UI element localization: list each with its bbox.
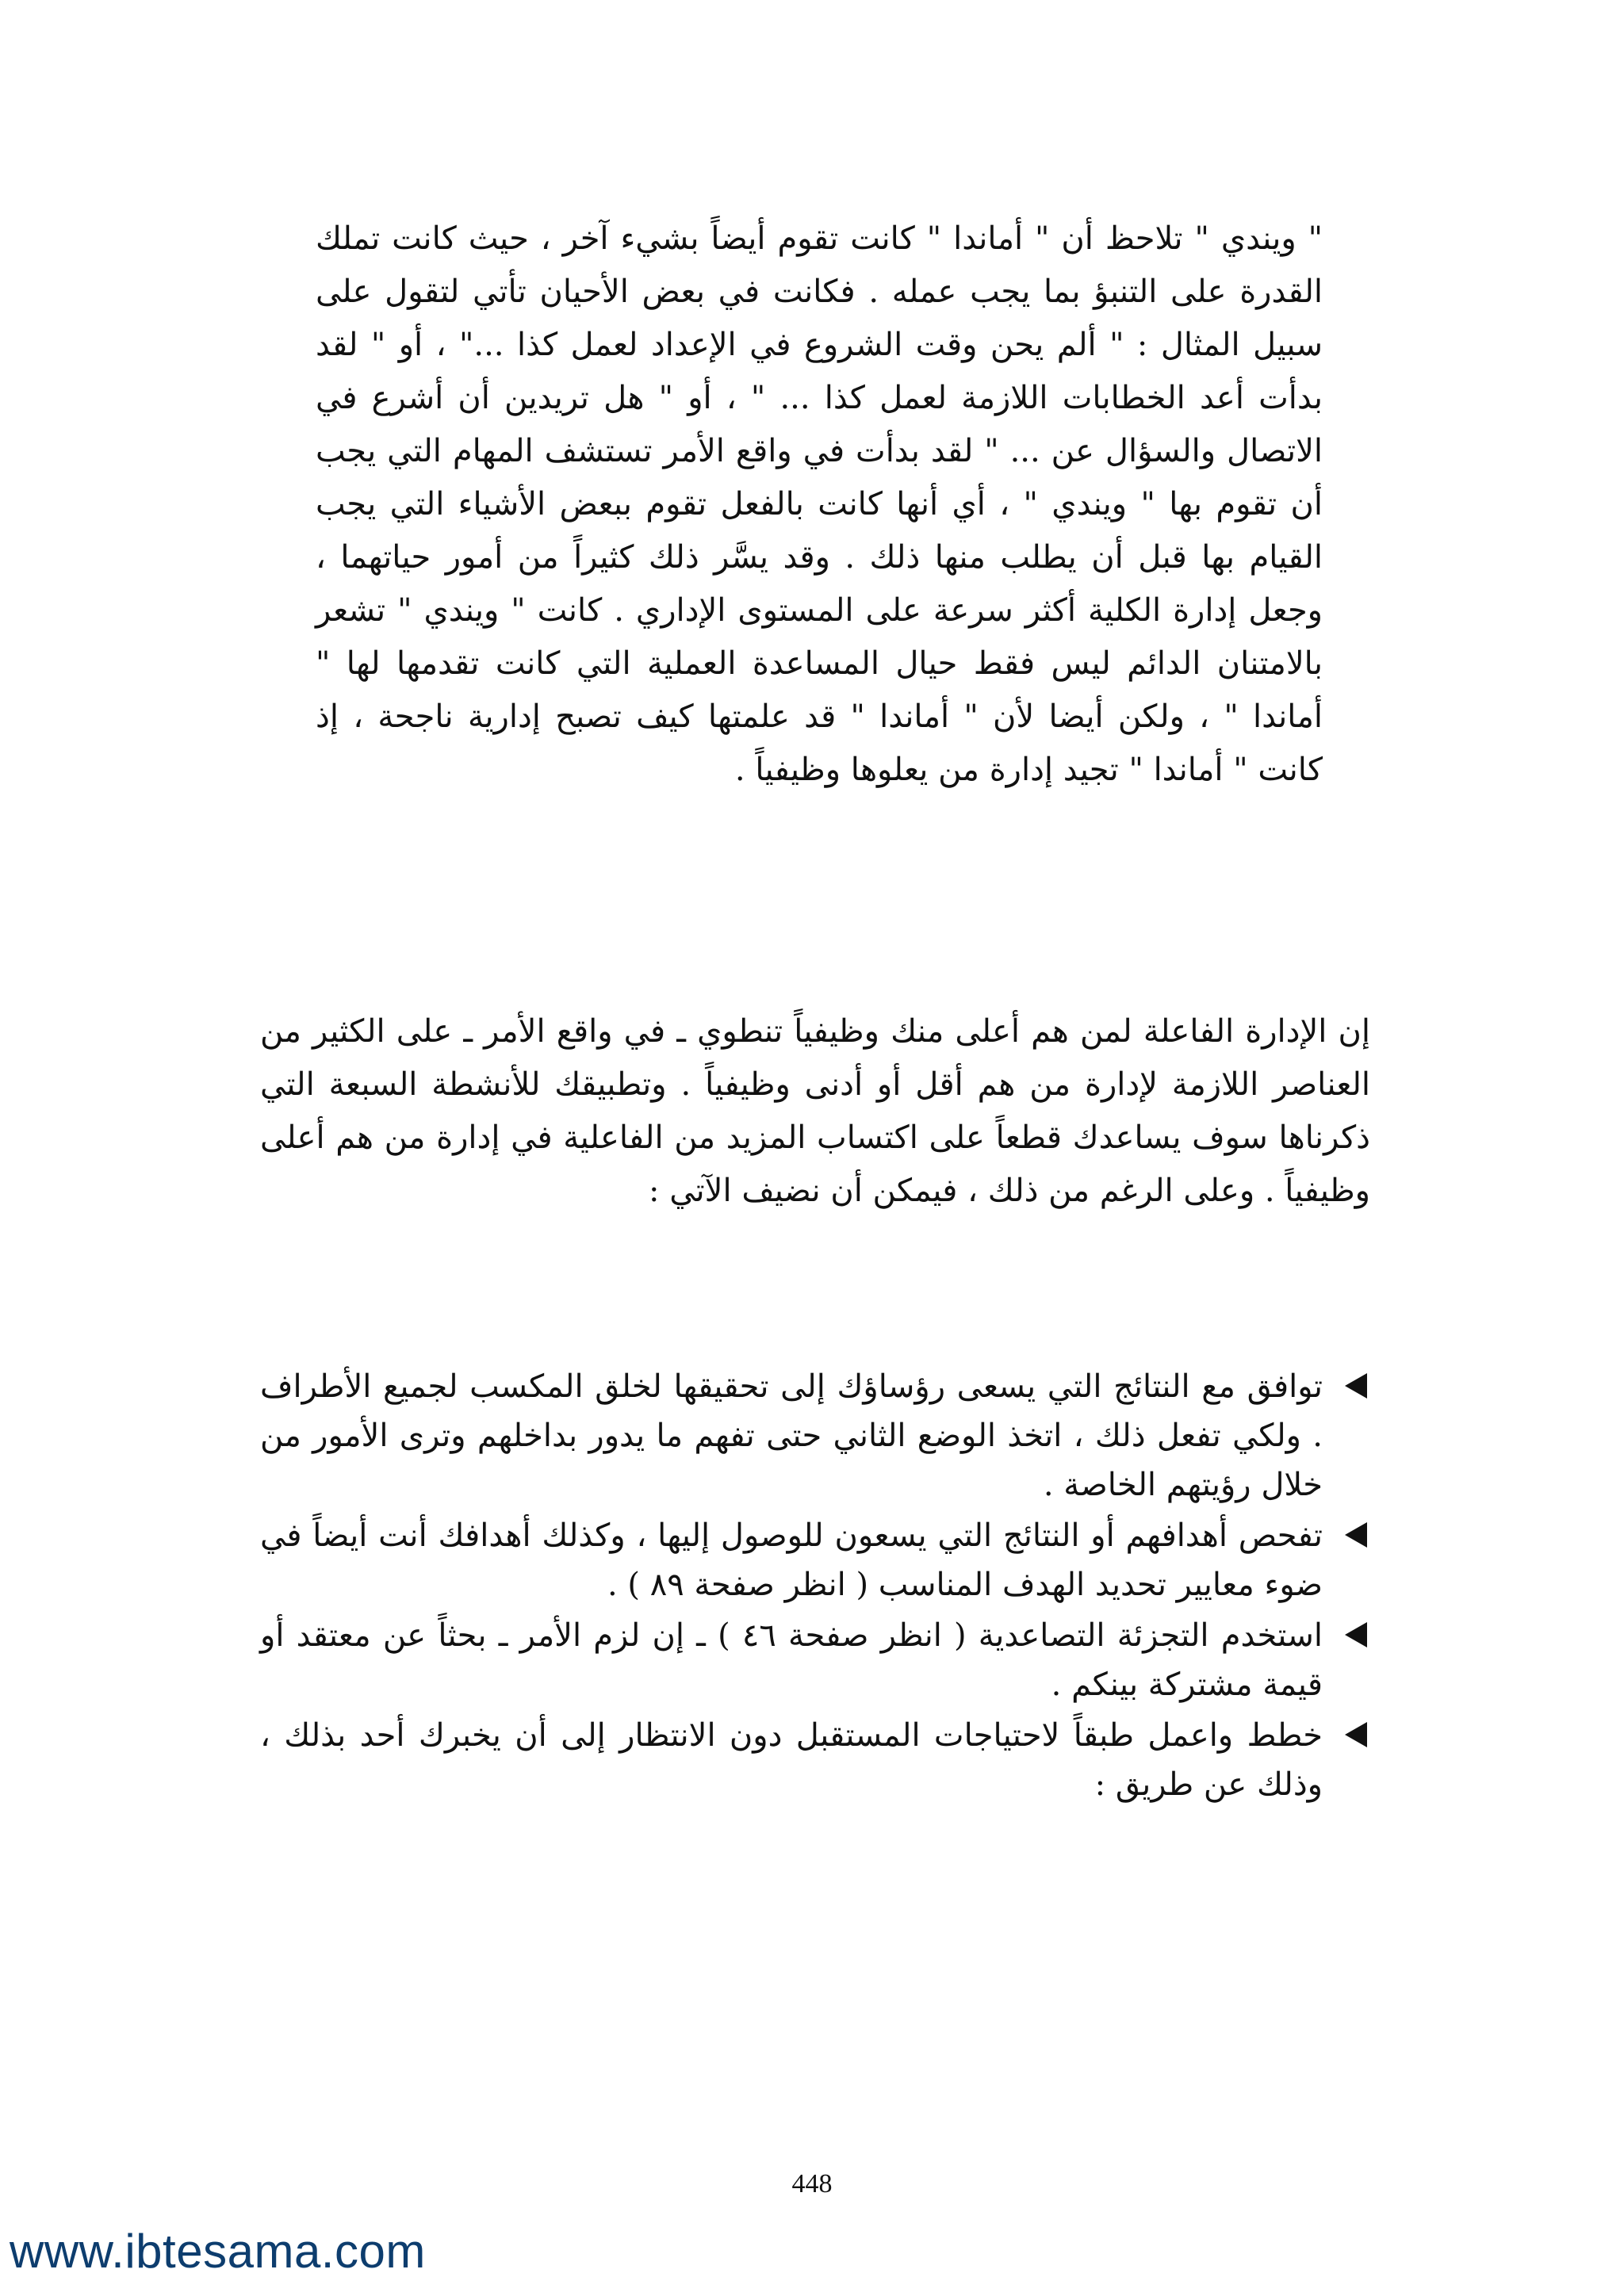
list-item-text: استخدم التجزئة التصاعدية ( انظر صفحة ٤٦ ) ـ إن لزم الأمر ـ بحثاً عن معتقد أو قيمة مشتركة بينكم . <box>260 1617 1323 1703</box>
list-item <box>260 1611 1370 1709</box>
quote-paragraph: " ويندي " تلاحظ أن " أماندا " كانت تقوم أيضاً بشيء آخر ، حيث كانت تملك القدرة على التنبؤ بما يجب عمله . فكانت في بعض الأحيان تأتي لتقول على سبيل المثال : " ألم يحن وقت الشروع في الإعداد لعمل كذا ..." ، أو " لقد بدأت أعد الخطابات اللازمة لعمل كذا ... " ، أو " هل تريدين أن أشرع في الاتصال والسؤال عن ... " لقد بدأت في واقع الأمر تستشف المهام التي يجب أن تقوم بها " ويندي " ، أي أنها كانت بالفعل تقوم ببعض الأشياء التي يجب القيام بها قبل أن يطلب منها ذلك . وقد يسَّر ذلك كثيراً من أمور حياتهما ، وجعل إدارة الكلية أكثر سرعة على المستوى الإداري . كانت " ويندي " تشعر بالامتنان الدائم ليس فقط حيال المساعدة العملية التي كانت تقدمها لها " أماندا " ، ولكن أيضا لأن " أماندا " قد علمتها كيف تصبح إدارية ناجحة ، إذ كانت " أماندا " تجيد إدارة من يعلوها وظيفياً . <box>316 220 1323 788</box>
list-item-text: تفحص أهدافهم أو النتائج التي يسعون للوصول إليها ، وكذلك أهدافك أنت أيضاً في ضوء معايير تحديد الهدف المناسب ( انظر صفحة ٨٩ ) . <box>260 1517 1323 1603</box>
list-item <box>260 1711 1370 1809</box>
list-item <box>260 1362 1370 1510</box>
bullet-list <box>260 1362 1370 1811</box>
watermark-link[interactable]: www.ibtesama.com <box>10 2225 426 2278</box>
left-pointing-triangle-icon <box>1343 1519 1367 1551</box>
left-pointing-triangle-icon <box>1343 1719 1367 1751</box>
body-paragraph: إن الإدارة الفاعلة لمن هم أعلى منك وظيفياً تنطوي ـ في واقع الأمر ـ على الكثير من العناصر اللازمة لإدارة من هم أقل أو أدنى وظيفياً . وتطبيقك للأنشطة السبعة التي ذكرناها سوف يساعدك قطعاً على اكتساب المزيد من الفاعلية في إدارة من هم أعلى وظيفياً . وعلى الرغم من ذلك ، فيمكن أن نضيف الآتي : <box>260 1013 1370 1209</box>
list-item-text: خطط واعمل طبقاً لاحتياجات المستقبل دون الانتظار إلى أن يخبرك أحد بذلك ، وذلك عن طريق : <box>260 1717 1323 1803</box>
page-number: 448 <box>791 2169 833 2198</box>
left-pointing-triangle-icon <box>1343 1370 1367 1402</box>
left-pointing-triangle-icon <box>1343 1619 1367 1651</box>
list-item-text: توافق مع النتائج التي يسعى رؤساؤك إلى تحقيقها لخلق المكسب لجميع الأطراف . ولكي تفعل ذلك ، اتخذ الوضع الثاني حتى تفهم ما يدور بداخلهم وترى الأمور من خلال رؤيتهم الخاصة . <box>260 1368 1323 1503</box>
list-item <box>260 1511 1370 1609</box>
